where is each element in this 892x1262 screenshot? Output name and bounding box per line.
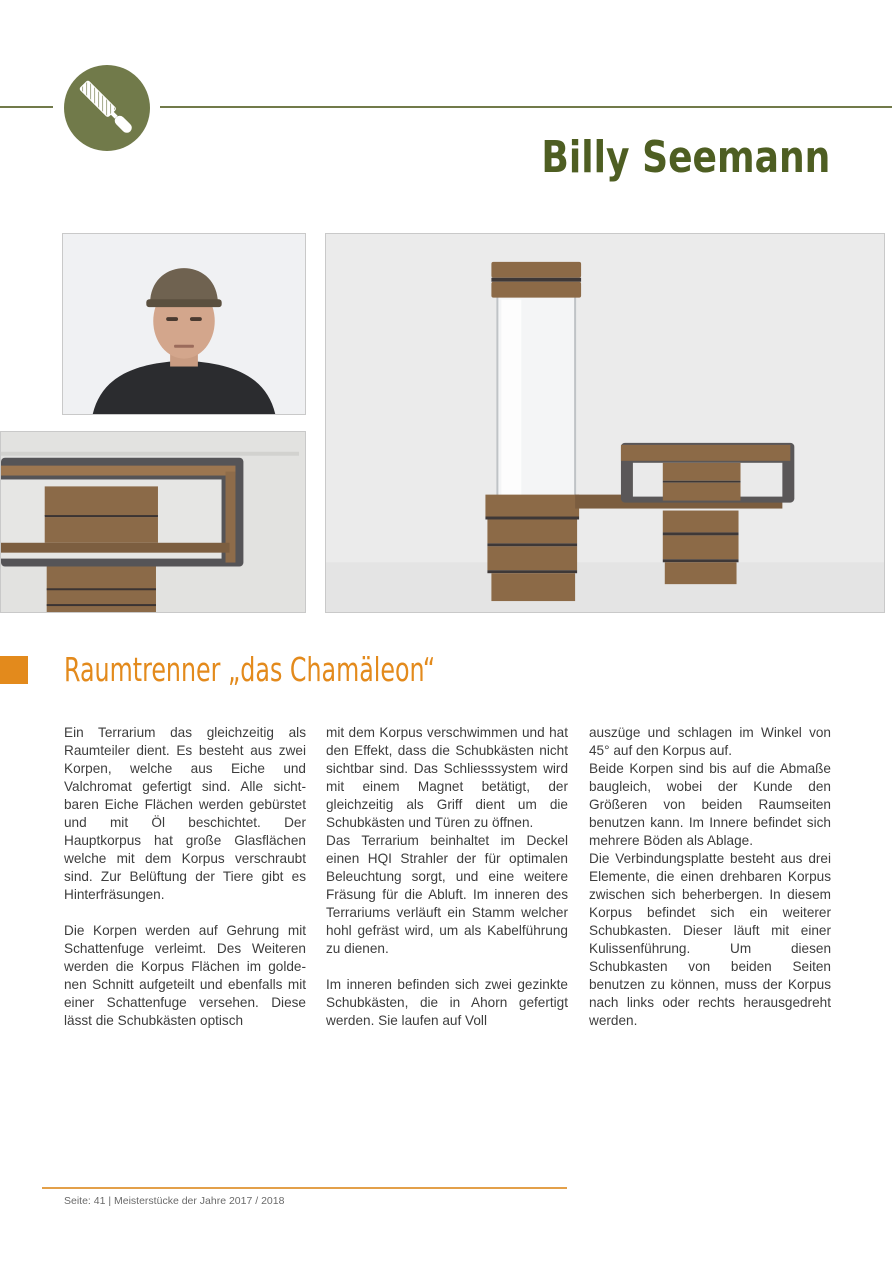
paragraph: Das Terrarium beinhaltet im Deckel einen HQI Strahler der für optimalen Beleuchtung sorgt, und eine weitere Fräsung für die Abluft. Im inneren des Terrariums verläuft ein Stamm welcher hohl gefräst wird, um als Kabelführung zu dienen. bbox=[326, 833, 568, 956]
text-column-2 bbox=[326, 724, 568, 1030]
section-marker bbox=[0, 656, 28, 684]
header-rule-left bbox=[0, 106, 53, 108]
paragraph: mit dem Korpus verschwimmen und hat den Effekt, dass die Schubkästen nicht sichtbar sind. Das Schliesssystem wird mit einem Magnet betätigt, der gleichzeitig als Griff dient um die Schubkästen und Türen zu öffnen. bbox=[326, 725, 568, 830]
paragraph: Ein Terrarium das gleichzeitig als Raumteiler dient. Es besteht aus zwei Korpen, welche aus Eiche und Valchromat gefertigt sind. Alle sichtbaren Eiche Flächen werden gebürstet und mit Öl beschichtet. Der Hauptkorpus hat große Glasflächen welche mit dem Korpus verschraubt sind. Zur Belüftung der Tiere gibt es Hinterfräsungen. bbox=[64, 725, 306, 902]
paragraph: Beide Korpen sind bis auf die Abmaße baugleich, wobei der Kunde den Größeren von beiden Raumseiten benutzen kann. Im Innere befindet sich mehrere Böden als Ablage. bbox=[589, 761, 831, 848]
detail-photo bbox=[0, 431, 306, 613]
paragraph: Die Verbindungsplatte besteht aus drei Elemente, die einen drehbaren Korpus zwischen sich beherbergen. In diesem Korpus befindet sich ein weiterer Schubkasten. Dieser läuft mit einer Kulissenführung. Um diesen Schubkasten von beiden Seiten benutzen zu können, muss der Korpus nach links oder rechts herausgedreht werden. bbox=[589, 851, 831, 1028]
paragraph: Im inneren befinden sich zwei gezinkte Schubkästen, die in Ahorn gefertigt werden. Sie laufen auf Voll bbox=[326, 977, 568, 1028]
text-column-3 bbox=[589, 724, 831, 1030]
trade-badge bbox=[64, 65, 150, 151]
page-title: Billy Seemann bbox=[541, 132, 830, 183]
footer-rule bbox=[42, 1187, 567, 1189]
text-column-1 bbox=[64, 724, 306, 1030]
paragraph: auszüge und schlagen im Winkel von 45° auf den Korpus auf. bbox=[589, 725, 831, 758]
file-tool-icon bbox=[64, 65, 150, 151]
page-footer: Seite: 41 | Meisterstücke der Jahre 2017 / 2018 bbox=[64, 1195, 285, 1207]
portrait-photo bbox=[62, 233, 306, 415]
product-photo bbox=[325, 233, 885, 613]
section-title: Raumtrenner „das Chamäleon“ bbox=[64, 650, 436, 689]
header-rule-right bbox=[160, 106, 892, 108]
paragraph: Die Korpen werden auf Gehrung mit Schattenfuge verleimt. Des Weiteren werden die Korpus Flächen im goldenen Schnitt aufgeteilt und ebenfalls mit einer Schattenfuge versehen. Diese lässt die Schubkästen optisch bbox=[64, 923, 306, 1028]
